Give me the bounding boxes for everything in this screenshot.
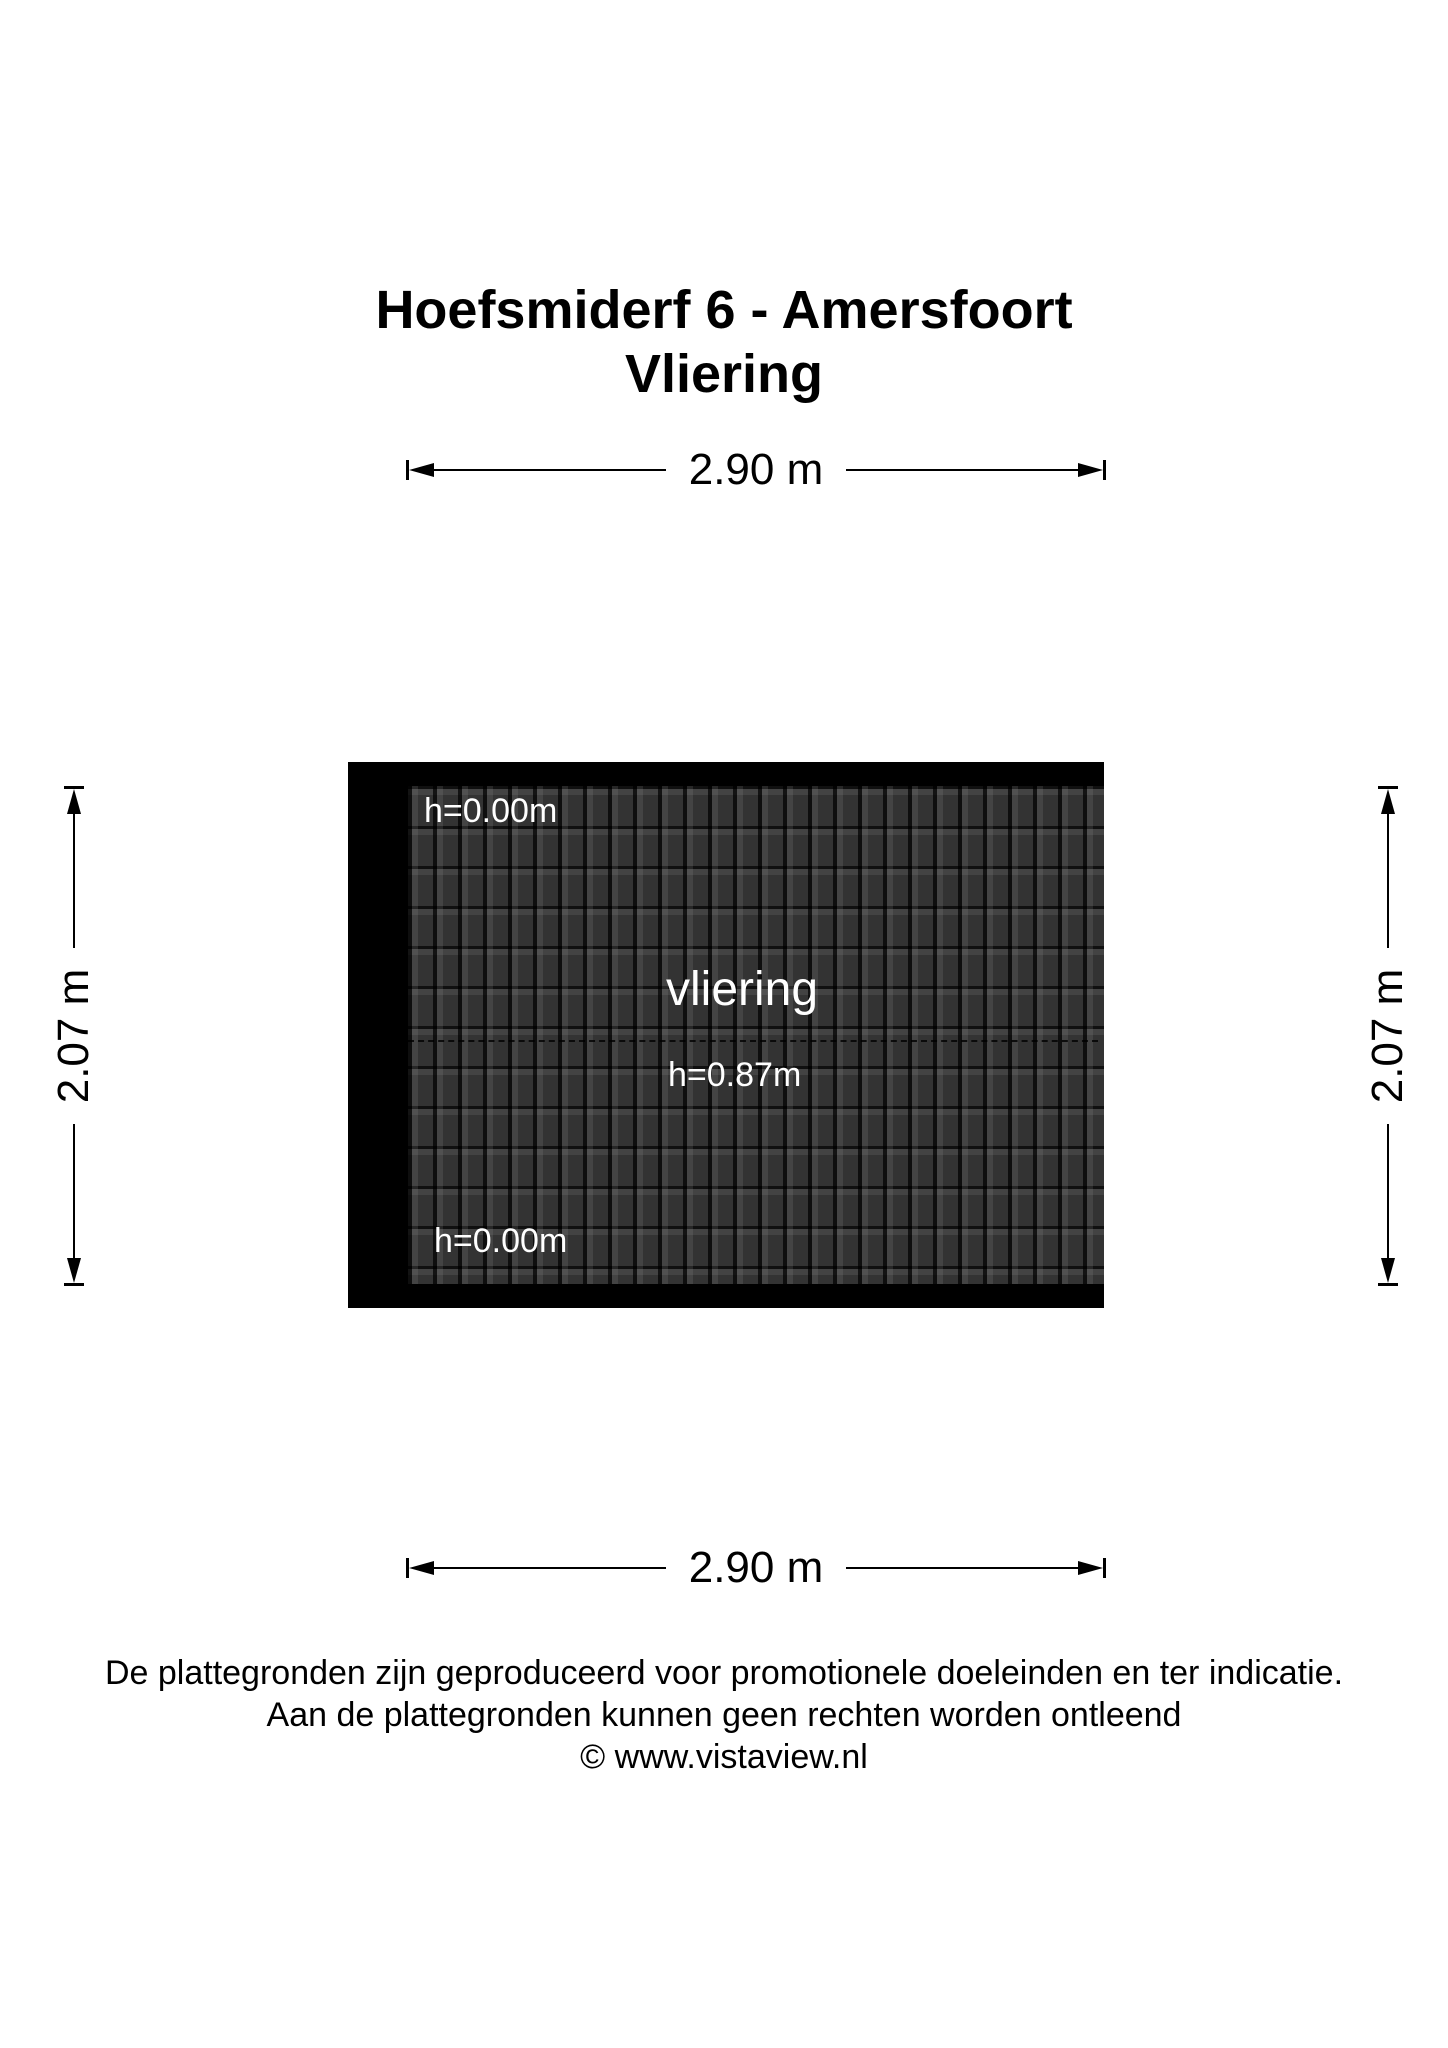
floor-name: Vliering: [624, 344, 824, 404]
ridge-line: [408, 1040, 1098, 1042]
floor-plan: [348, 762, 1104, 1308]
room-name-label: vliering: [666, 963, 819, 1016]
left-depth-label: 2.07 m: [44, 948, 104, 1124]
dimension-arrow-down-icon: [59, 1256, 89, 1286]
bottom-width-label: 2.90 m: [666, 1538, 846, 1598]
disclaimer-line-1: De plattegronden zijn geproduceerd voor promotionele doeleinden en ter indicatie.: [104, 1654, 1344, 1692]
bottom-width-dimension: [406, 1538, 1106, 1598]
dimension-arrow-right-icon: [1076, 1553, 1106, 1583]
top-width-dimension: [406, 440, 1106, 500]
height-ridge-label: h=0.87m: [668, 1056, 802, 1094]
disclaimer-line-2: Aan de plattegronden kunnen geen rechten worden ontleend: [266, 1696, 1182, 1734]
plan-title: Hoefsmiderf 6 - Amersfoort: [375, 280, 1073, 340]
top-width-label: 2.90 m: [666, 440, 846, 500]
dimension-arrow-down-icon: [1373, 1256, 1403, 1286]
right-depth-label: 2.07 m: [1358, 948, 1418, 1124]
roof-tiles: [408, 786, 1104, 1284]
height-top-label: h=0.00m: [424, 792, 558, 830]
right-depth-dimension: [1358, 786, 1418, 1286]
dimension-arrow-right-icon: [1076, 455, 1106, 485]
copyright-line: © www.vistaview.nl: [580, 1738, 868, 1776]
left-depth-dimension: [44, 786, 104, 1286]
height-bottom-label: h=0.00m: [434, 1222, 568, 1260]
